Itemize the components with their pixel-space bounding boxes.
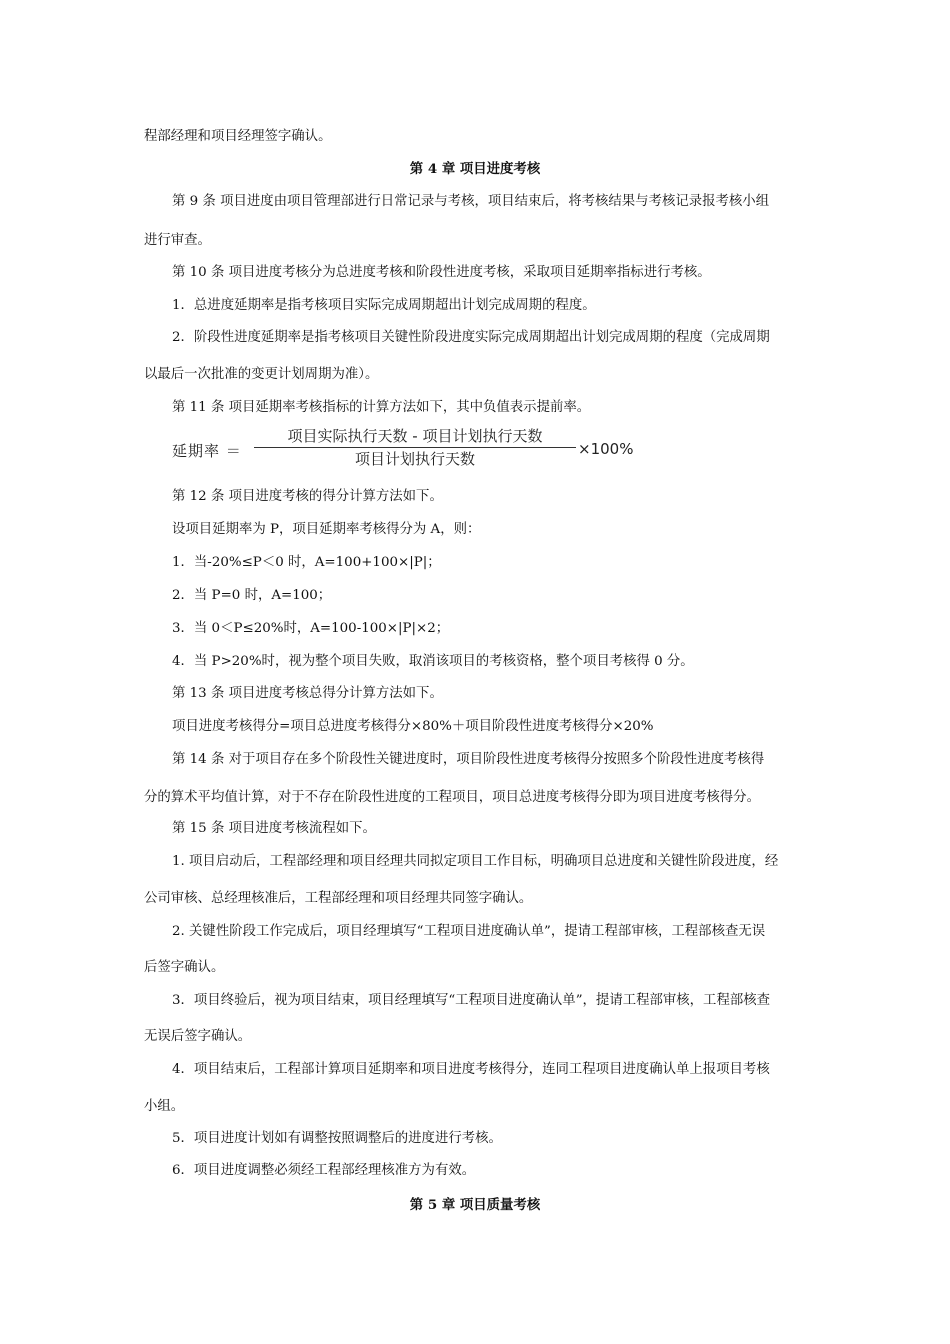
article-15-item-3-continuation: 无误后签字确认。 [144,1029,252,1044]
article-15-item-2: 2. 关键性阶段工作完成后，项目经理填写“工程项目进度确认单”，提请工程部审核，工程部核查无误 [172,924,766,939]
article-15-item-2-continuation: 后签字确认。 [144,960,225,975]
article-12: 第 12 条 项目进度考核的得分计算方法如下。 [172,489,443,504]
delay-rate-formula [172,424,652,476]
article-15-item-1-continuation: 公司审核、总经理核准后，工程部经理和项目经理共同签字确认。 [144,891,533,906]
article-13: 第 13 条 项目进度考核总得分计算方法如下。 [172,686,443,701]
article-9: 第 9 条 项目进度由项目管理部进行日常记录与考核，项目结束后，将考核结果与考核记录报考核小组 [172,194,770,209]
article-10: 第 10 条 项目进度考核分为总进度考核和阶段性进度考核，采取项目延期率指标进行考核。 [172,265,711,280]
article-11: 第 11 条 项目延期率考核指标的计算方法如下，其中负值表示提前率。 [172,400,591,415]
formula-multiplier: ×100% [578,440,634,458]
article-15-item-6: 6．项目进度调整必须经工程部经理核准方为有效。 [172,1163,476,1178]
article-12-definition: 设项目延期率为 P，项目延期率考核得分为 A，则： [172,522,481,537]
article-9-continuation: 进行审查。 [144,233,211,248]
article-14-continuation: 分的算术平均值计算，对于不存在阶段性进度的工程项目，项目总进度考核得分即为项目进度考核得分。 [144,790,760,805]
article-15-item-3: 3．项目终验后，视为项目结束，项目经理填写“工程项目进度确认单”，提请工程部审核，工程部核查 [172,993,771,1008]
article-12-item-3: 3．当 0＜P≤20%时，A=100-100×|P|×2； [172,621,450,636]
formula-label: 延期率 ＝ [172,442,242,460]
paragraph-continuation: 程部经理和项目经理签字确认。 [144,129,332,144]
article-12-item-4: 4．当 P>20%时，视为整个项目失败，取消该项目的考核资格，整个项目考核得 0 分。 [172,654,694,669]
article-12-item-2: 2．当 P=0 时，A=100； [172,588,332,603]
article-12-item-1: 1．当-20%≤P＜0 时，A=100+100×|P|； [172,555,441,570]
chapter-4-heading: 第 4 章 项目进度考核 [409,161,541,177]
article-10-item-2-continuation: 以最后一次批准的变更计划周期为准）。 [144,367,379,382]
article-10-item-2: 2．阶段性进度延期率是指考核项目关键性阶段进度实际完成周期超出计划完成周期的程度（完成周期 [172,330,770,345]
article-15-item-5: 5．项目进度计划如有调整按照调整后的进度进行考核。 [172,1131,502,1146]
fraction-bar [254,447,576,448]
article-10-item-1: 1．总进度延期率是指考核项目实际完成周期超出计划完成周期的程度。 [172,298,596,313]
formula-fraction [254,426,576,469]
formula-numerator: 项目实际执行天数 - 项目计划执行天数 [287,427,543,445]
article-13-formula: 项目进度考核得分=项目总进度考核得分×80%＋项目阶段性进度考核得分×20% [172,719,654,734]
article-15-item-1: 1. 项目启动后，工程部经理和项目经理共同拟定项目工作目标，明确项目总进度和关键性阶段进度，经 [172,854,779,869]
article-15-item-4: 4．项目结束后，工程部计算项目延期率和项目进度考核得分，连同工程项目进度确认单上报项目考核 [172,1062,770,1077]
article-15: 第 15 条 项目进度考核流程如下。 [172,821,376,836]
formula-denominator: 项目计划执行天数 [354,450,475,468]
article-15-item-4-continuation: 小组。 [144,1099,185,1114]
chapter-5-heading: 第 5 章 项目质量考核 [409,1197,541,1213]
article-14: 第 14 条 对于项目存在多个阶段性关键进度时，项目阶段性进度考核得分按照多个阶段性进度考核得 [172,752,765,767]
